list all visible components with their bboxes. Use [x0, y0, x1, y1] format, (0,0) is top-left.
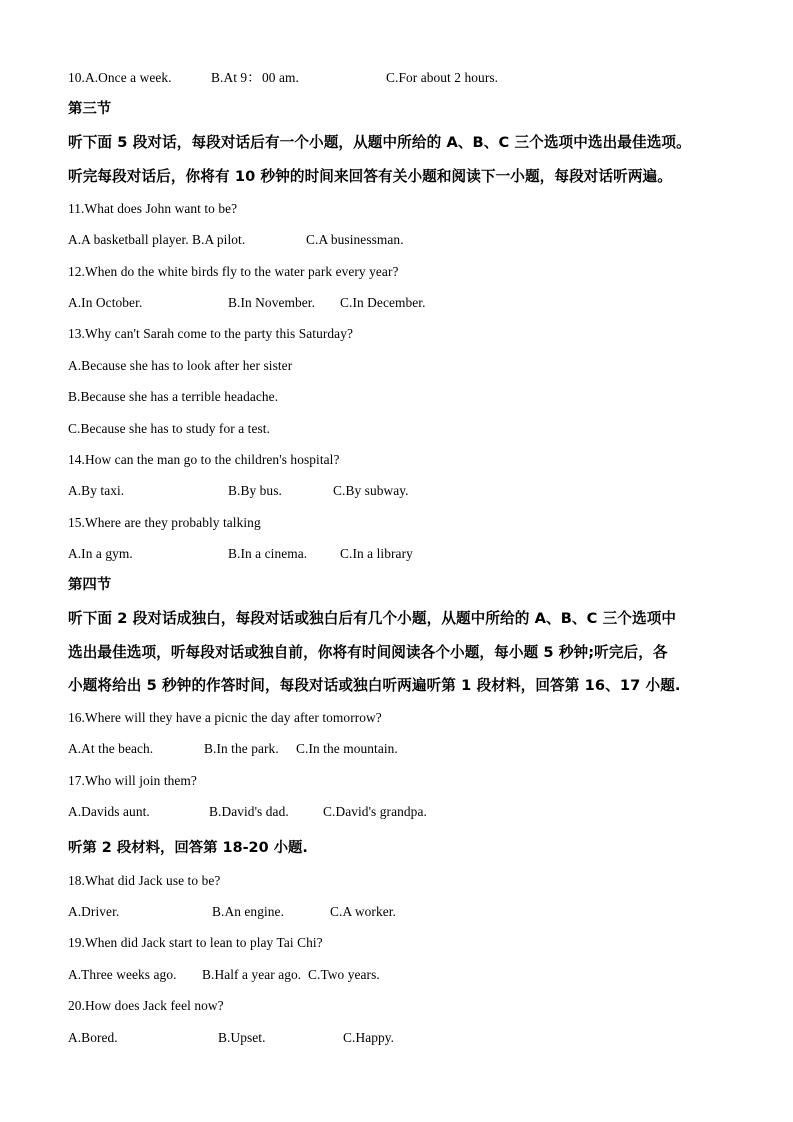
instruction-row [68, 126, 732, 159]
option-a: A.In a gym. [68, 546, 133, 562]
question-stem: 14.How can the man go to the children's hospital? [68, 451, 340, 467]
option-c: C.Because she has to study for a test. [68, 420, 270, 436]
option-a: A.Bored. [68, 1029, 118, 1045]
instruction-row [68, 636, 732, 669]
question-12-options-row [68, 287, 732, 318]
material-2-heading: 听第 2 段材料，回答第 18-20 小题. [68, 839, 308, 856]
option-a: A.At the beach. [68, 741, 154, 757]
question-16-options-row [68, 733, 732, 764]
option-b: B.Half a year ago. [202, 966, 302, 982]
option-segment: B.At 9： [211, 70, 261, 85]
instruction-row [68, 160, 732, 193]
option-a: A.Driver. [68, 903, 120, 919]
option-segment: 00 am. [262, 70, 299, 85]
question-stem: 11.What does John want to be? [68, 200, 238, 216]
instruction-text: 听下面 5 段对话，每段对话后有一个小题，从题中所给的 A、B、C 三个选项中选出最佳选项。 [68, 134, 691, 152]
option-a: A.Because she has to look after her sister [68, 357, 293, 373]
option-b: B.In the park. [204, 741, 279, 757]
instruction-row [68, 602, 732, 635]
question-19-options-row [68, 959, 732, 990]
option-b: B.David's dad. [209, 804, 289, 820]
instruction-row [68, 669, 732, 702]
option-c: C.A businessman. [306, 232, 404, 248]
instruction-text: 听下面 2 段对话成独白，每段对话或独白后有几个小题，从题中所给的 A、B、C 三个选项中 [68, 610, 677, 628]
section-4-instructions [68, 602, 732, 702]
option-c: C.Happy. [343, 1029, 395, 1045]
option-c: C.A worker. [330, 903, 396, 919]
option-b: B.Because she has a terrible headache. [68, 389, 279, 405]
section-3-instructions [68, 126, 732, 192]
section-4-label: 第四节 [68, 577, 112, 594]
option-c: C.In December. [340, 294, 426, 310]
question-14-options-row [68, 475, 732, 506]
question-13-option-c [68, 413, 732, 444]
option-a: A.In October. [68, 294, 143, 310]
option-b: B.An engine. [212, 903, 284, 919]
option-b: B.Upset. [218, 1029, 266, 1045]
option-b: B.A pilot. [192, 232, 246, 248]
question-stem: 13.Why can't Sarah come to the party this Saturday? [68, 326, 354, 342]
instruction-text: 小题将给出 5 秒钟的作答时间，每段对话或独白听两遍听第 1 段材料，回答第 16、17 小题. [68, 676, 681, 694]
instruction-text: 选出最佳选项，听每段对话或独自前，你将有时间阅读各个小题，每小题 5 秒钟;听完后，各 [68, 643, 668, 661]
question-stem: 18.What did Jack use to be? [68, 872, 221, 888]
option-c: C.In a library [340, 546, 413, 562]
option-c: C.In the mountain. [296, 741, 398, 757]
option-b: B.By bus. [228, 483, 282, 499]
question-13-option-a [68, 350, 732, 381]
exam-content-column [68, 62, 732, 1053]
option-a: A.Davids aunt. [68, 804, 150, 820]
question-10-options-row [68, 62, 732, 93]
option-a: A.A basketball player. [68, 232, 189, 248]
option-c: C.Two years. [308, 966, 380, 982]
question-stem: 20.How does Jack feel now? [68, 998, 224, 1014]
option-c: C.David's grandpa. [323, 804, 427, 820]
question-15-options-row [68, 538, 732, 569]
option-b: B.In a cinema. [228, 546, 308, 562]
option-b: B.In November. [228, 294, 316, 310]
option-segment: 10.A.Once a week. [68, 70, 172, 85]
question-stem: 16.Where will they have a picnic the day after tomorrow? [68, 710, 382, 726]
question-17-options-row [68, 796, 732, 827]
question-stem: 12.When do the white birds fly to the water park every year? [68, 263, 399, 279]
question-stem: 19.When did Jack start to lean to play Tai Chi? [68, 935, 323, 951]
section-3-label: 第三节 [68, 101, 112, 118]
question-13-option-b [68, 381, 732, 412]
option-a: A.Three weeks ago. [68, 966, 177, 982]
instruction-text: 听完每段对话后，你将有 10 秒钟的时间来回答有关小题和阅读下一小题，每段对话听两遍。 [68, 167, 672, 185]
question-20-options-row [68, 1022, 732, 1053]
question-stem: 17.Who will join them? [68, 772, 197, 788]
option-segment: C.For about 2 hours. [386, 70, 499, 85]
option-c: C.By subway. [333, 483, 409, 499]
question-stem: 15.Where are they probably talking [68, 514, 261, 530]
question-11-options-row [68, 224, 732, 255]
question-18-options-row [68, 896, 732, 927]
option-a: A.By taxi. [68, 483, 125, 499]
